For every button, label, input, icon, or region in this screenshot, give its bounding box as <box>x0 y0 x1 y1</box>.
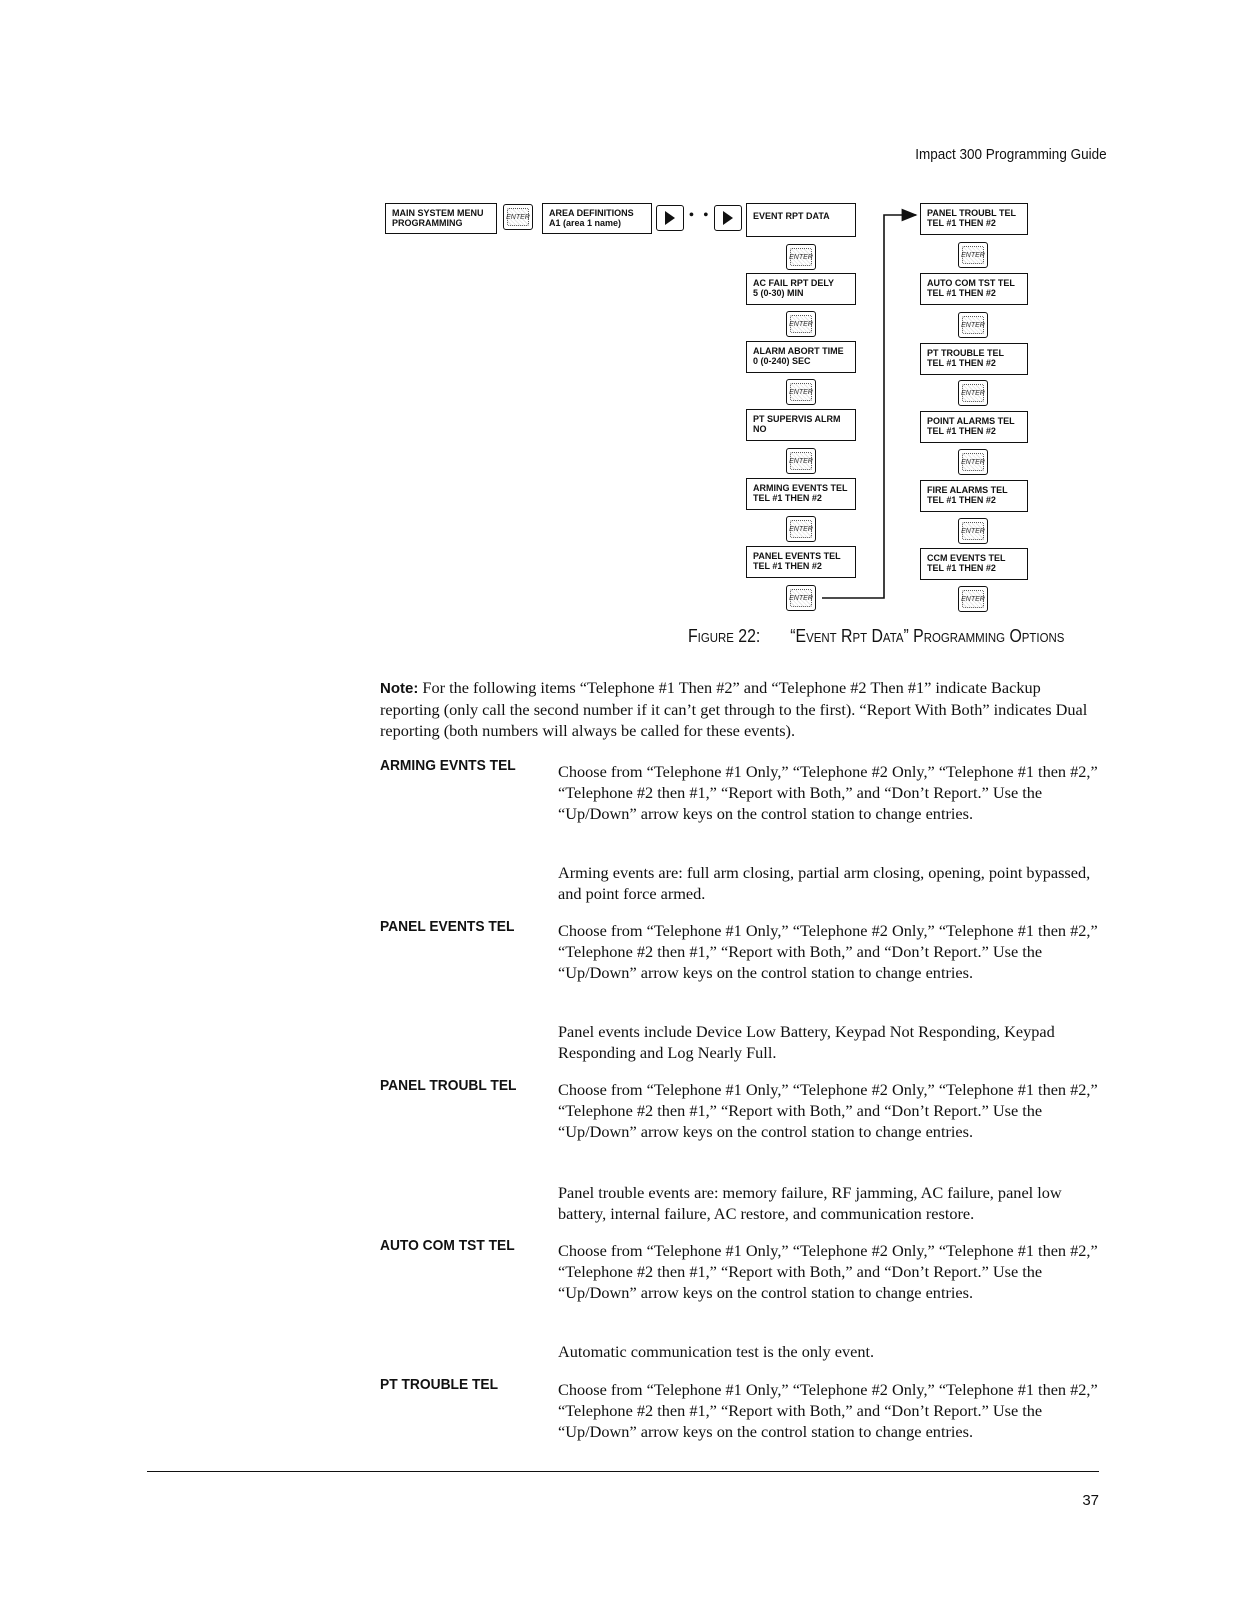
enter-key-icon: ENTER <box>786 379 816 405</box>
area-definitions-box: AREA DEFINITIONS A1 (area 1 name) <box>542 203 652 234</box>
entry-detail-text: Arming events are: full arm closing, partial arm closing, opening, point bypassed, and point force armed. <box>558 863 1091 903</box>
entry-label-panel-troubl-tel: PANEL TROUBL TEL <box>380 1077 517 1094</box>
entry-detail-text: Automatic communication test is the only event. <box>558 1342 875 1361</box>
entry-label-pt-trouble-tel: PT TROUBLE TEL <box>380 1376 499 1393</box>
enter-key-icon: ENTER <box>786 311 816 337</box>
entry-choose-text: Choose from “Telephone #1 Only,” “Telephone #2 Only,” “Telephone #1 then #2,” “Telephone #2 then #1,” “Report with Both,” and “Don’t Report.” Use the “Up/Down” arrow keys on the control station to change entries. <box>558 762 1098 823</box>
ccm-events-tel-box: CCM EVENTS TEL TEL #1 THEN #2 <box>920 548 1028 580</box>
ac-fail-rpt-dely-box: AC FAIL RPT DELY 5 (0-30) MIN <box>746 273 856 305</box>
figure-title: “Event Rpt Data” Programming Options <box>790 626 1065 646</box>
panel-events-tel-box: PANEL EVENTS TEL TEL #1 THEN #2 <box>746 546 856 578</box>
enter-key-icon: ENTER <box>958 518 988 544</box>
pt-trouble-tel-box: PT TROUBLE TEL TEL #1 THEN #2 <box>920 343 1028 375</box>
note-label: Note: <box>380 680 419 697</box>
entry-label-auto-com-tst-tel: AUTO COM TST TEL <box>380 1237 515 1254</box>
enter-key-icon: ENTER <box>958 380 988 406</box>
entry-choose-text: Choose from “Telephone #1 Only,” “Telephone #2 Only,” “Telephone #1 then #2,” “Telephone #2 then #1,” “Report with Both,” and “Don’t Report.” Use the “Up/Down” arrow keys on the control station to change entries. <box>558 1380 1098 1441</box>
connector-lines <box>0 0 1237 640</box>
fire-alarms-tel-box: FIRE ALARMS TEL TEL #1 THEN #2 <box>920 480 1028 512</box>
ellipsis-dots: • • <box>689 208 712 223</box>
enter-key-icon: ENTER <box>786 448 816 474</box>
enter-key-icon: ENTER <box>786 585 816 611</box>
entry-label-arming-evnts-tel: ARMING EVNTS TEL <box>380 757 516 774</box>
running-header: Impact 300 Programming Guide <box>915 146 1107 163</box>
figure-caption <box>688 626 1064 647</box>
enter-key-icon: ENTER <box>786 244 816 270</box>
enter-key-icon: ENTER <box>958 312 988 338</box>
point-alarms-tel-box: POINT ALARMS TEL TEL #1 THEN #2 <box>920 411 1028 443</box>
figure-number: Figure 22: <box>688 626 761 646</box>
entry-label-panel-events-tel: PANEL EVENTS TEL <box>380 918 515 935</box>
entry-choose-text: Choose from “Telephone #1 Only,” “Telephone #2 Only,” “Telephone #1 then #2,” “Telephone #2 then #1,” “Report with Both,” and “Don’t Report.” Use the “Up/Down” arrow keys on the control station to change entries. <box>558 1080 1098 1141</box>
arming-events-tel-box: ARMING EVENTS TEL TEL #1 THEN #2 <box>746 478 856 510</box>
entry-choose-text: Choose from “Telephone #1 Only,” “Telephone #2 Only,” “Telephone #1 then #2,” “Telephone #2 then #1,” “Report with Both,” and “Don’t Report.” Use the “Up/Down” arrow keys on the control station to change entries. <box>558 1241 1098 1302</box>
enter-key-icon: ENTER <box>503 204 533 230</box>
page-number: 37 <box>1082 1492 1099 1509</box>
enter-key-icon: ENTER <box>958 242 988 268</box>
note-text: For the following items “Telephone #1 Then #2” and “Telephone #2 Then #1” indicate Backup reporting (only call the second number if it can’t get through to the first). “Report With Both” indicates Dual reporting (both numbers will always be called for these events). <box>380 678 1088 740</box>
event-rpt-data-box: EVENT RPT DATA <box>746 203 856 237</box>
enter-key-icon: ENTER <box>958 449 988 475</box>
right-arrow-key-icon <box>714 205 742 231</box>
enter-key-icon: ENTER <box>786 516 816 542</box>
auto-com-tst-tel-box: AUTO COM TST TEL TEL #1 THEN #2 <box>920 273 1028 305</box>
alarm-abort-time-box: ALARM ABORT TIME 0 (0-240) SEC <box>746 341 856 373</box>
panel-troubl-tel-box: PANEL TROUBL TEL TEL #1 THEN #2 <box>920 203 1028 235</box>
note-paragraph <box>380 677 1100 741</box>
right-arrow-key-icon <box>656 205 684 231</box>
entry-choose-text: Choose from “Telephone #1 Only,” “Telephone #2 Only,” “Telephone #1 then #2,” “Telephone #2 then #1,” “Report with Both,” and “Don’t Report.” Use the “Up/Down” arrow keys on the control station to change entries. <box>558 921 1098 982</box>
entry-detail-text: Panel events include Device Low Battery, Keypad Not Responding, Keypad Responding and Log Nearly Full. <box>558 1022 1055 1062</box>
entry-detail-text: Panel trouble events are: memory failure, RF jamming, AC failure, panel low battery, internal failure, AC restore, and communication restore. <box>558 1183 1062 1223</box>
enter-key-icon: ENTER <box>958 586 988 612</box>
pt-supervis-alrm-box: PT SUPERVIS ALRM NO <box>746 409 856 441</box>
main-system-menu-box: MAIN SYSTEM MENU PROGRAMMING <box>385 203 497 234</box>
footer-rule <box>147 1471 1099 1472</box>
